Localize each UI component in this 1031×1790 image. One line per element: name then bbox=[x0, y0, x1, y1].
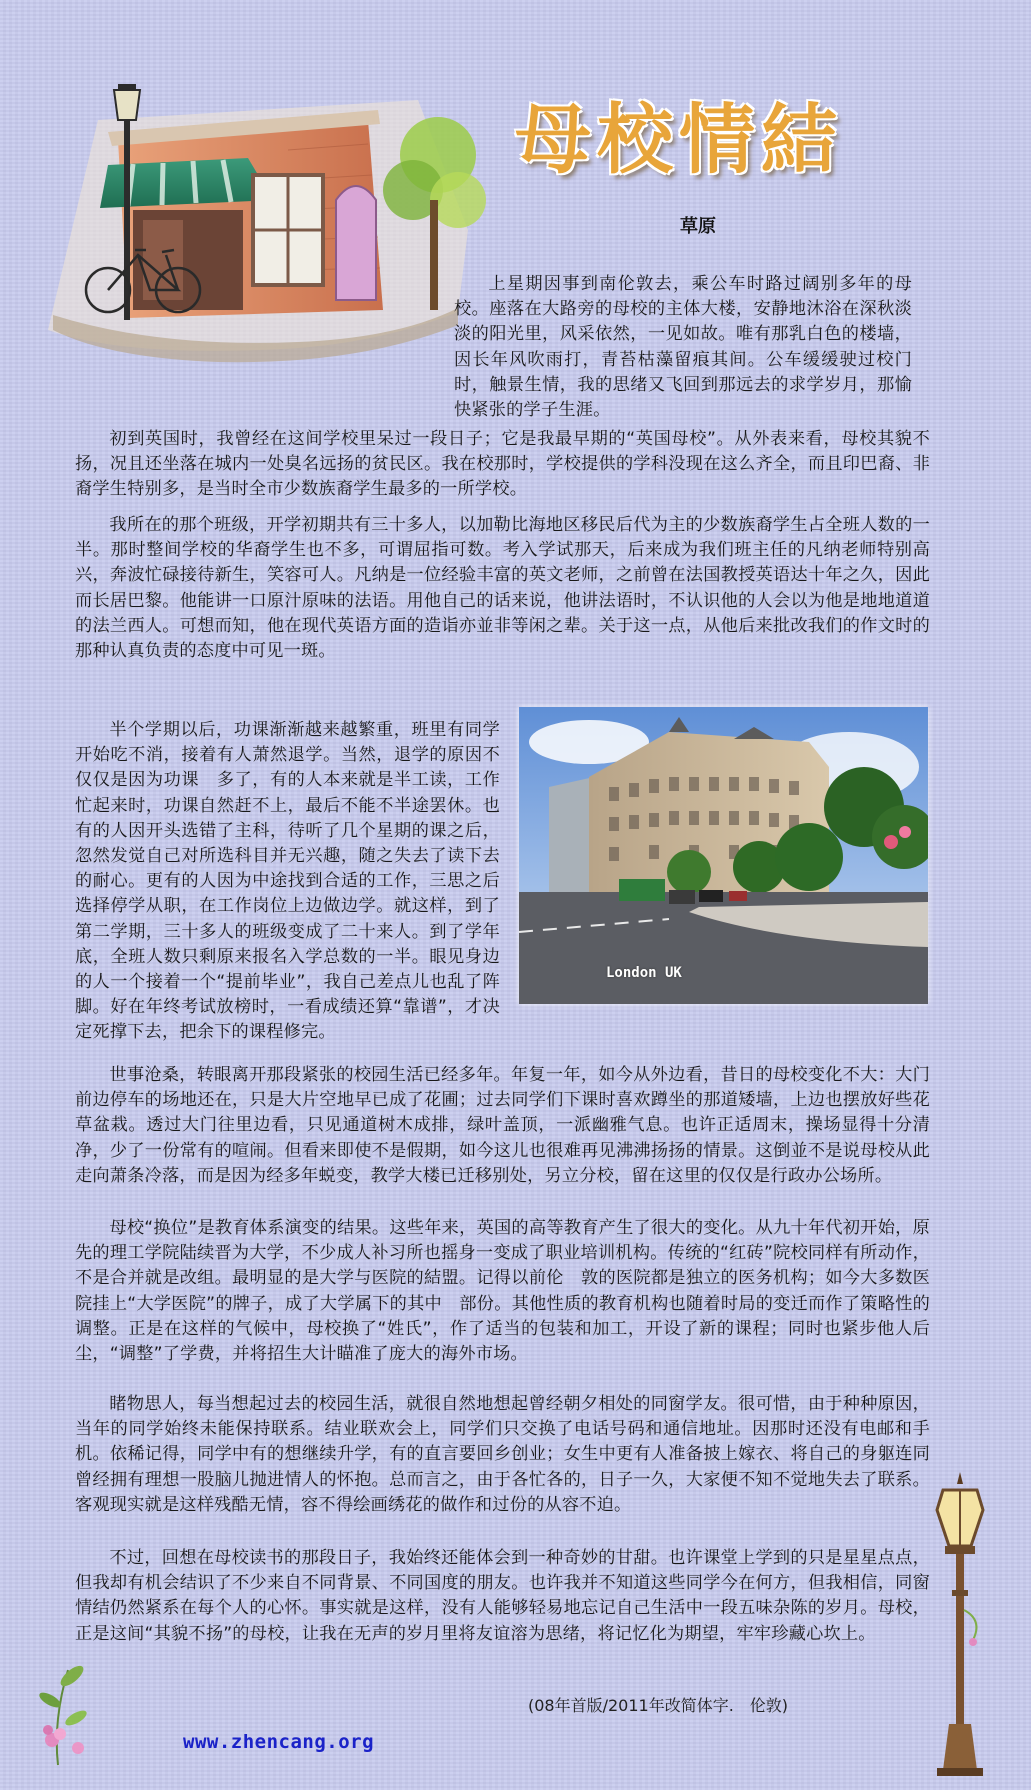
paragraph-2: 初到英国时，我曾经在这间学校里呆过一段日子；它是我最早期的“英国母校”。从外表来看，母校其貌不扬，况且还坐落在城内一处臭名远扬的贫民区。我在校那时，学校提供的学科没现在这么齐全，而且印巴裔、非裔学生特别多，是当时全市少数族裔学生最多的一所学校。 bbox=[75, 429, 930, 500]
author-name: 草原 bbox=[680, 216, 716, 237]
photo-caption: London UK bbox=[606, 965, 682, 981]
paragraph-3: 我所在的那个班级，开学初期共有三十多人，以加勒比海地区移民后代为主的少数族裔学生占全班人数的一半。那时整间学校的华裔学生也不多，可谓屈指可数。考入学试那天，后来成为我们班主任的凡纳老师特别高兴，奔波忙碌接待新生，笑容可人。凡纳是一位经验丰富的英文老师，之前曾在法国教授英语达十年之久，因此而长居巴黎。他能讲一口原汁原味的法语。用他自己的话来说，他讲法语时，不认识他的人会以为他是地地道道的法兰西人。可想而知，他在现代英语方面的造诣亦並非等闲之辈。关于这一点，从他后来批改我们的作文时的那种认真负责的态度中可见一斑。 bbox=[75, 515, 930, 662]
paragraph-6: 母校“换位”是教育体系演变的结果。这些年来，英国的高等教育产生了很大的变化。从九十年代初开始，原先的理工学院陆续晋为大学，不少成人补习所也摇身一变成了职业培训机构。传统的“红砖”院校同样有所动作，不是合并就是改组。最明显的是大学与医院的結盟。记得以前伦 敦的医院都是独立的医务机构；如今大多数医院挂上“大学医院”的牌子，成了大学属下的其中 部份。其他性质的教育机构也随着时局的变迁而作了策略性的调整。正是在这样的气候中，母校换了“姓氏”，作了适当的包装和加工，开设了新的课程；同时也紧步他人后尘，“调整”了学费，并将招生大计瞄准了庞大的海外市场。 bbox=[75, 1218, 930, 1365]
article-title: 母校情結 bbox=[515, 95, 843, 184]
paragraph-8: 不过，回想在母校读书的那段日子，我始终还能体会到一种奇妙的甘甜。也许课堂上学到的只是星星点点，但我却有机会结识了不少来自不同背景、不同国度的朋友。也许我并不知道这些同学今在何方，但我相信，同窗情结仍然紧系在每个人的心怀。事实就是这样，没有人能够轻易地忘记自己生活中一段五味杂陈的岁月。母校，正是这间“其貌不扬”的母校，让我在无声的岁月里将友谊溶为思绪，将记忆化为期望，牢牢珍藏心坎上。 bbox=[75, 1548, 930, 1644]
paragraph-5: 世事沧桑，转眼离开那段紧张的校园生活已经多年。年复一年，如今从外边看，昔日的母校变化不大：大门前边停车的场地还在，只是大片空地早已成了花圃；过去同学们下课时喜欢蹲坐的那道矮墙，上边也摆放好些花草盆栽。透过大门往里边看，只见通道树木成排，绿叶盖顶，一派幽雅气息。也许正适周末，操场显得十分清净，少了一份常有的喧闹。但看来即使不是假期，如今这儿也很难再见沸沸扬扬的情景。这倒並不是说母校从此走向萧条冷落，而是因为经多年蜕变，教学大楼已迁移别处，另立分校，留在这里的仅仅是行政办公场所。 bbox=[75, 1065, 930, 1186]
paragraph-1: 上星期因事到南伦敦去，乘公车时路过阔别多年的母校。座落在大路旁的母校的主体大楼，安静地沐浴在深秋淡淡的阳光里，风采依然，一见如故。唯有那乳白色的楼墙，因长年风吹雨打，青苔枯藻留痕其间。公车缓缓驶过校门时，触景生情，我的思绪又飞回到那远去的求学岁月，那愉快紧张的学子生涯。 bbox=[454, 274, 912, 421]
lamp-post-decoration bbox=[925, 1470, 995, 1780]
london-street-photo bbox=[519, 707, 928, 1004]
website-link[interactable]: www.zhencang.org bbox=[183, 1731, 375, 1753]
flower-decoration bbox=[28, 1660, 108, 1770]
edition-note: (08年首版/2011年改简体字. 伦敦) bbox=[528, 1696, 789, 1715]
paragraph-4: 半个学期以后，功课渐渐越来越繁重，班里有同学开始吃不消，接着有人萧然退学。当然，退学的原因不仅仅是因为功课 多了，有的人本来就是半工读，工作忙起来时，功课自然赶不上，最后不能不半途罢休。也有的人因开头选错了主科，待听了几个星期的课之后，忽然发觉自己对所选科目并无兴趣，随之失去了读下去的耐心。更有的人因为中途找到合适的工作，三思之后选择停学从职，在工作岗位上边做边学。就这样，到了第二学期，三十多人的班级变成了二十来人。到了学年底，全班人数只剩原来报名入学总数的一半。眼见身边的人一个接着一个“提前毕业”，我自己差点儿也乱了阵脚。好在年终考试放榜时，一看成绩还算“靠谱”，才决定死撑下去，把余下的课程修完。 bbox=[75, 720, 500, 1043]
shopfront-illustration bbox=[38, 80, 498, 370]
paragraph-7: 睹物思人，每当想起过去的校园生活，就很自然地想起曾经朝夕相处的同窗学友。很可惜，由于种种原因，当年的同学始终未能保持联系。结业联欢会上，同学们只交换了电话号码和通信地址。因那时还没有电邮和手机。依稀记得，同学中有的想继续升学，有的直言要回乡创业；女生中更有人准备披上嫁衣、将自己的身躯连同曾经拥有理想一股脑儿抛进情人的怀抱。总而言之，由于各忙各的，日子一久，大家便不知不觉地失去了联系。客观现实就是这样残酷无情，容不得绘画绣花的做作和过份的从容不迫。 bbox=[75, 1394, 930, 1515]
